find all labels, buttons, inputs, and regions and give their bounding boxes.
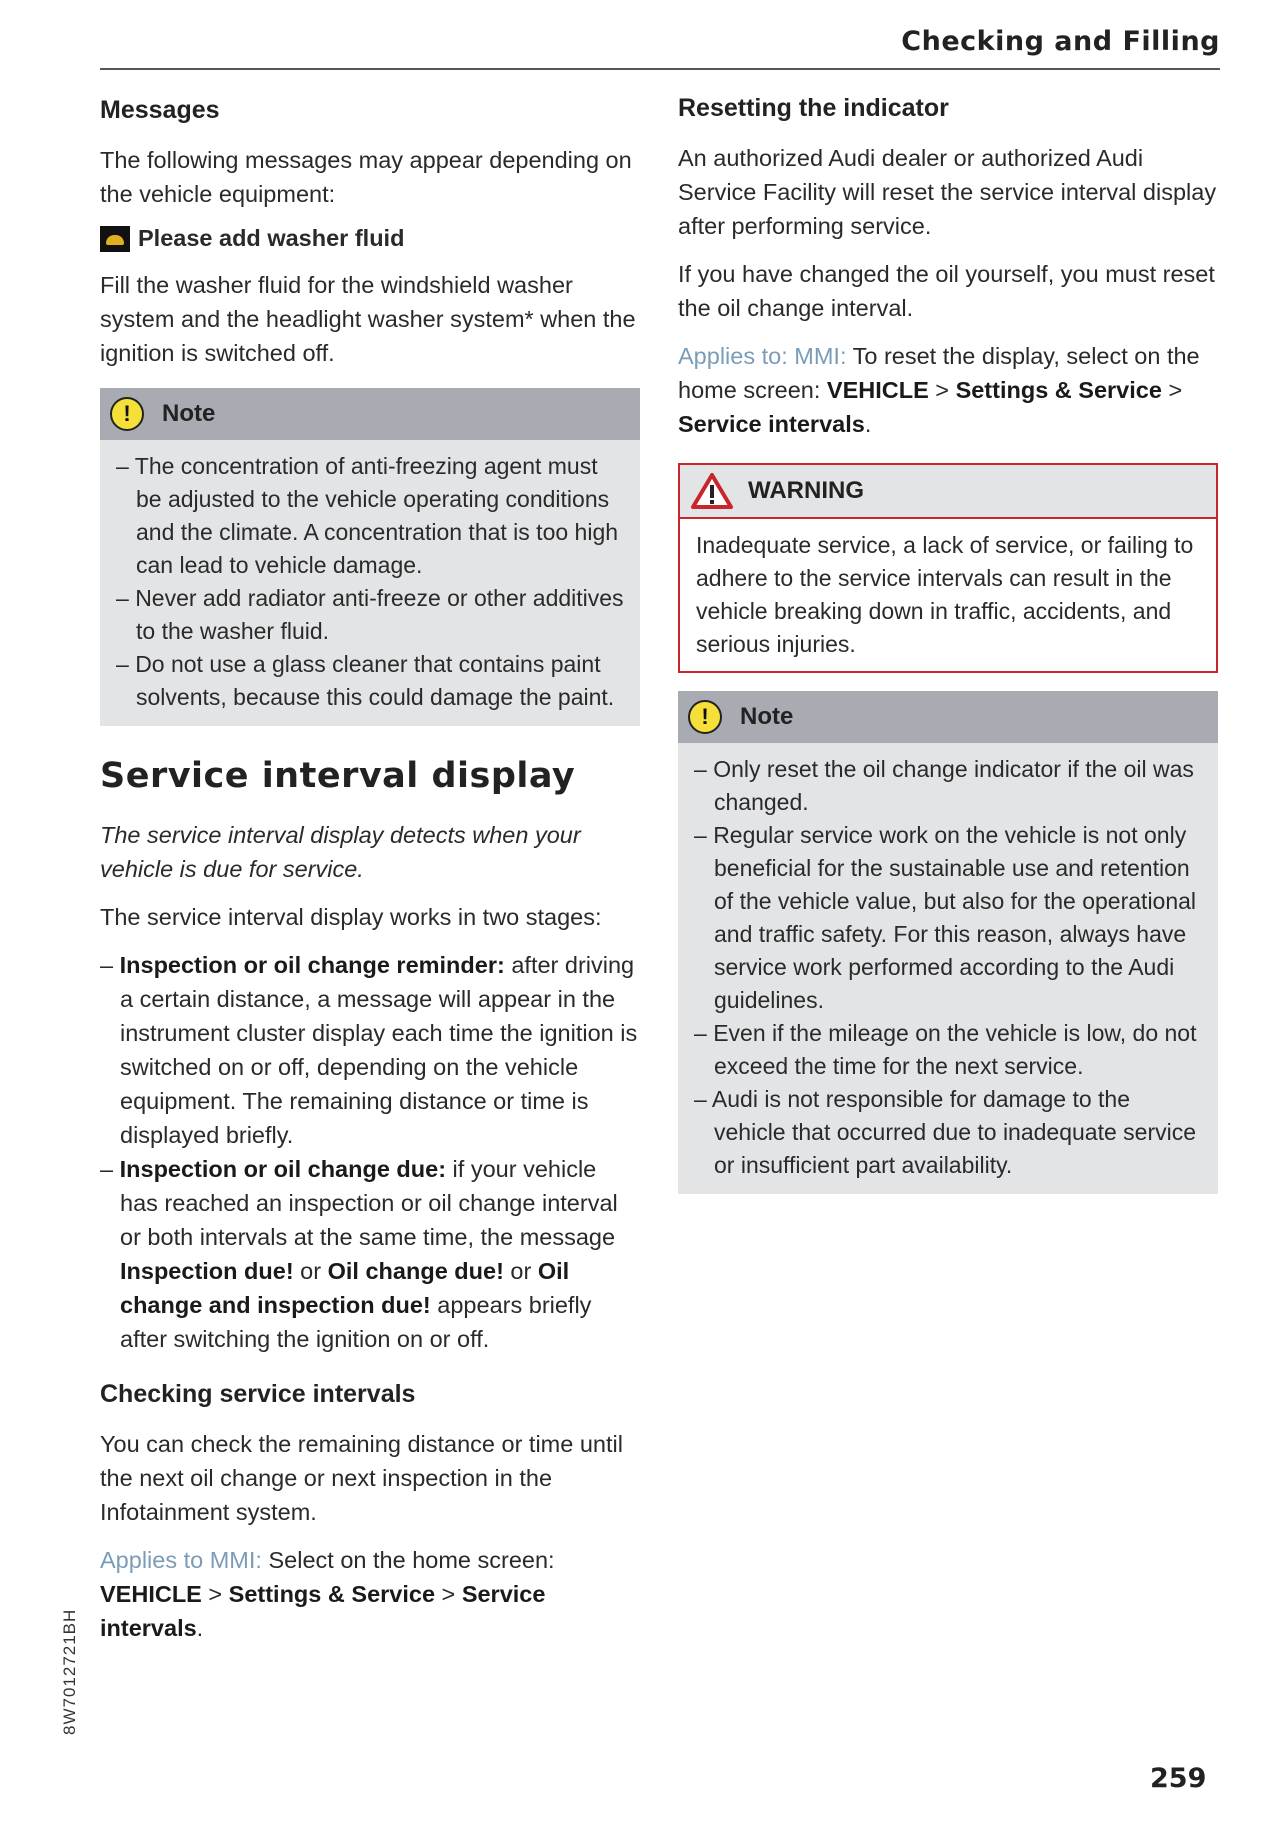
chapter-title: Checking and Filling — [901, 26, 1220, 57]
applies-label: Applies to MMI: — [100, 1547, 262, 1573]
washer-message-title — [100, 225, 640, 252]
washer-fluid-icon — [100, 226, 130, 252]
path-vehicle: VEHICLE — [100, 1581, 202, 1607]
list-item: – Do not use a glass cleaner that contains paint solvents, because this could damage the paint. — [116, 648, 626, 714]
stage2-label: Inspection or oil change due: — [119, 1156, 447, 1182]
list-item — [100, 1152, 640, 1356]
resetting-text-1: An authorized Audi dealer or authorized Audi Service Facility will reset the service interval display after performing service. — [678, 145, 1217, 239]
stage2-or1: or — [293, 1258, 328, 1284]
note-list — [100, 440, 640, 726]
section-intro: The service interval display detects when your vehicle is due for service. — [100, 822, 581, 882]
path-settings: Settings & Service — [228, 1581, 436, 1607]
section-title: Service interval display — [100, 756, 576, 796]
note-header — [100, 388, 640, 440]
stage1-text: after driving a certain distance, a message will appear in the instrument cluster display each time the ignition is switched on or off, depending on the vehicle equipment. The remaining distance or time is displayed briefly. — [120, 952, 638, 1148]
applies-text: To reset the display, select on the home screen: — [678, 343, 1200, 403]
stage1-label: Inspection or oil change reminder: — [119, 952, 505, 978]
resetting-heading: Resetting the indicator — [678, 94, 949, 122]
applies-label: Applies to: MMI: — [678, 343, 847, 369]
stage2-msg1: Inspection due! — [120, 1258, 294, 1284]
warning-box — [678, 463, 1218, 673]
messages-heading: Messages — [100, 96, 220, 124]
exclamation-icon: ! — [110, 397, 144, 431]
path-sep: > — [201, 1581, 229, 1607]
note-label: Note — [740, 703, 794, 730]
stage2-msg3: Oil change and inspection due! — [120, 1258, 570, 1318]
list-item: – The concentration of anti-freezing agent must be adjusted to the vehicle operating conditions and the climate. A concentration that is too high can lead to vehicle damage. — [116, 450, 626, 582]
note-box-right — [678, 691, 1218, 1194]
resetting-text-2: If you have changed the oil yourself, you must reset the oil change interval. — [678, 261, 1215, 321]
note-header — [678, 691, 1218, 743]
washer-message-label: Please add washer fluid — [138, 225, 405, 251]
left-column — [100, 96, 640, 1659]
note-box-left — [100, 388, 640, 726]
note-label: Note — [162, 400, 216, 427]
path-sep: > — [928, 377, 956, 403]
stages-list — [100, 948, 640, 1356]
path-settings: Settings & Service — [955, 377, 1162, 403]
applies-right — [678, 339, 1218, 441]
exclamation-icon: ! — [688, 700, 722, 734]
list-item: – Regular service work on the vehicle is not only beneficial for the sustainable use and retention of the vehicle value, but also for the operational and traffic safety. For this reason, always have service work performed according to the Audi guidelines. — [694, 819, 1204, 1017]
path-intervals: Service intervals — [678, 411, 865, 437]
period: . — [864, 411, 872, 437]
stage2-text-a: if your vehicle has reached an inspection or oil change interval or both intervals at the same time, the message — [120, 1156, 618, 1250]
applies-text: Select on the home screen: — [261, 1547, 555, 1573]
page-header — [100, 26, 1220, 70]
list-item: – Never add radiator anti-freeze or other additives to the washer fluid. — [116, 582, 626, 648]
checking-heading: Checking service intervals — [100, 1380, 416, 1408]
path-sep: > — [435, 1581, 462, 1607]
page-number: 259 — [1150, 1763, 1207, 1794]
washer-text: Fill the washer fluid for the windshield washer system and the headlight washer system* when the ignition is switched off. — [100, 272, 636, 366]
warning-label: WARNING — [748, 477, 864, 504]
note-list — [678, 743, 1218, 1194]
applies-left — [100, 1543, 640, 1645]
checking-text: You can check the remaining distance or time until the next oil change or next inspection in the Infotainment system. — [100, 1431, 623, 1525]
list-item: – Even if the mileage on the vehicle is low, do not exceed the time for the next service. — [694, 1017, 1204, 1083]
period: . — [196, 1615, 204, 1641]
document-code: 8W7012721BH — [60, 1608, 79, 1735]
stage2-msg2: Oil change due! — [327, 1258, 504, 1284]
warning-text: Inadequate service, a lack of service, or failing to adhere to the service intervals can result in the vehicle breaking down in traffic, accidents, and serious injuries. — [696, 532, 1194, 657]
list-item: – Only reset the oil change indicator if the oil was changed. — [694, 753, 1204, 819]
path-sep: > — [1161, 377, 1183, 403]
list-item — [100, 948, 640, 1152]
path-intervals: Service intervals — [100, 1581, 546, 1641]
path-vehicle: VEHICLE — [826, 377, 929, 403]
warning-header — [680, 465, 1216, 519]
messages-intro: The following messages may appear depending on the vehicle equipment: — [100, 147, 632, 207]
stages-intro: The service interval display works in two stages: — [100, 904, 602, 930]
list-item: – Audi is not responsible for damage to the vehicle that occurred due to inadequate service or insufficient part availability. — [694, 1083, 1204, 1182]
stage2-or2: or — [503, 1258, 538, 1284]
right-column — [678, 96, 1218, 1212]
stage2-text-b: appears briefly after switching the ignition on or off. — [120, 1292, 592, 1352]
warning-triangle-icon — [690, 472, 734, 510]
